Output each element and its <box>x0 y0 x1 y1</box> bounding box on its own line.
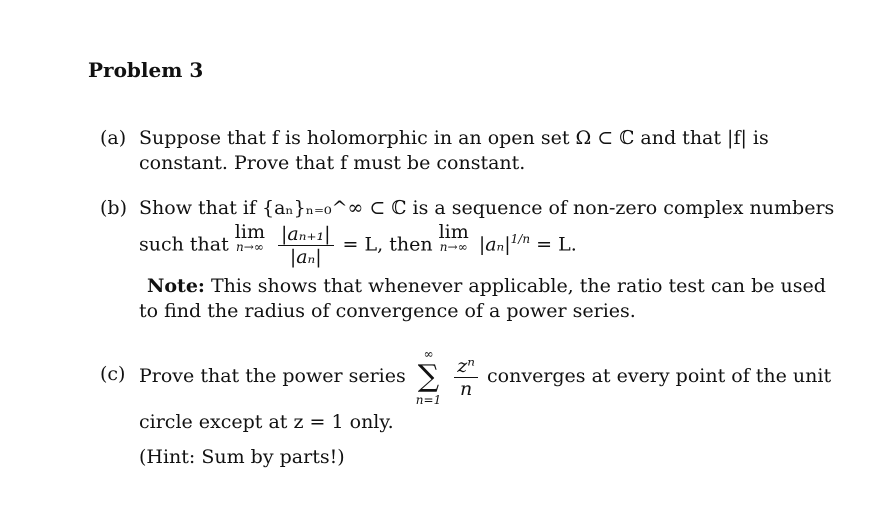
part-b-limit-2 <box>439 223 469 253</box>
part-a-line-2: constant. Prove that f must be constant. <box>139 152 526 174</box>
part-b-label: (b) <box>100 197 127 219</box>
part-c-line-1 <box>139 346 832 408</box>
part-b-lim-word-2: lim <box>438 221 469 243</box>
part-b-ratio-fraction <box>278 223 333 268</box>
problem-title: Problem 3 <box>88 58 204 82</box>
part-b-note-line-2: to find the radius of convergence of a power series. <box>139 300 636 322</box>
part-b-limit-1 <box>235 223 265 253</box>
part-a-line-1: Suppose that f is holomorphic in an open set Ω ⊂ ℂ and that |f| is <box>139 127 769 149</box>
part-b-note-line-1 <box>139 274 826 299</box>
part-b-equals-then: = L, then <box>342 233 433 256</box>
part-b-ratio-denominator: |aₙ| <box>289 246 322 268</box>
part-a <box>100 126 790 176</box>
part-c-term-numerator: zⁿ <box>454 355 478 378</box>
part-c-suffix: converges at every point of the unit <box>487 365 832 387</box>
part-b-ratio-numerator: |aₙ₊₁| <box>278 223 333 246</box>
part-b-root-exponent: 1/n <box>510 232 531 247</box>
part-b-line-2 <box>139 223 790 268</box>
part-c-sum-sigma: ∑ <box>417 359 440 394</box>
part-b-lim-sub-2: n→∞ <box>439 240 468 254</box>
part-b-note-label: Note: <box>147 275 205 297</box>
part-a-label: (a) <box>100 127 127 149</box>
part-c-line-2: circle except at z = 1 only. <box>139 411 394 433</box>
part-b-lim-sub-1: n→∞ <box>235 240 264 254</box>
part-c-prefix: Prove that the power series <box>139 365 406 387</box>
part-c <box>100 346 832 470</box>
part-b-lim-word-1: lim <box>234 221 265 243</box>
part-b-equals-l: = L. <box>536 233 577 256</box>
part-c-hint: (Hint: Sum by parts!) <box>139 446 345 468</box>
part-b-root-expr: |aₙ| <box>478 233 511 256</box>
part-c-label: (c) <box>100 363 126 385</box>
part-b <box>100 196 835 324</box>
part-c-sum-lower: n=1 <box>415 393 442 407</box>
part-c-term-fraction <box>454 355 478 400</box>
part-b-note-text-1: This shows that whenever applicable, the ratio test can be used <box>210 275 826 297</box>
part-c-sum-upper: ∞ <box>423 347 434 361</box>
part-b-such-that: such that <box>139 233 229 256</box>
part-c-term-denominator: n <box>459 377 473 400</box>
part-b-line-1: Show that if {aₙ}ₙ₌₀^∞ ⊂ ℂ is a sequence of non-zero complex numbers <box>139 197 835 219</box>
part-c-summation <box>416 346 441 408</box>
